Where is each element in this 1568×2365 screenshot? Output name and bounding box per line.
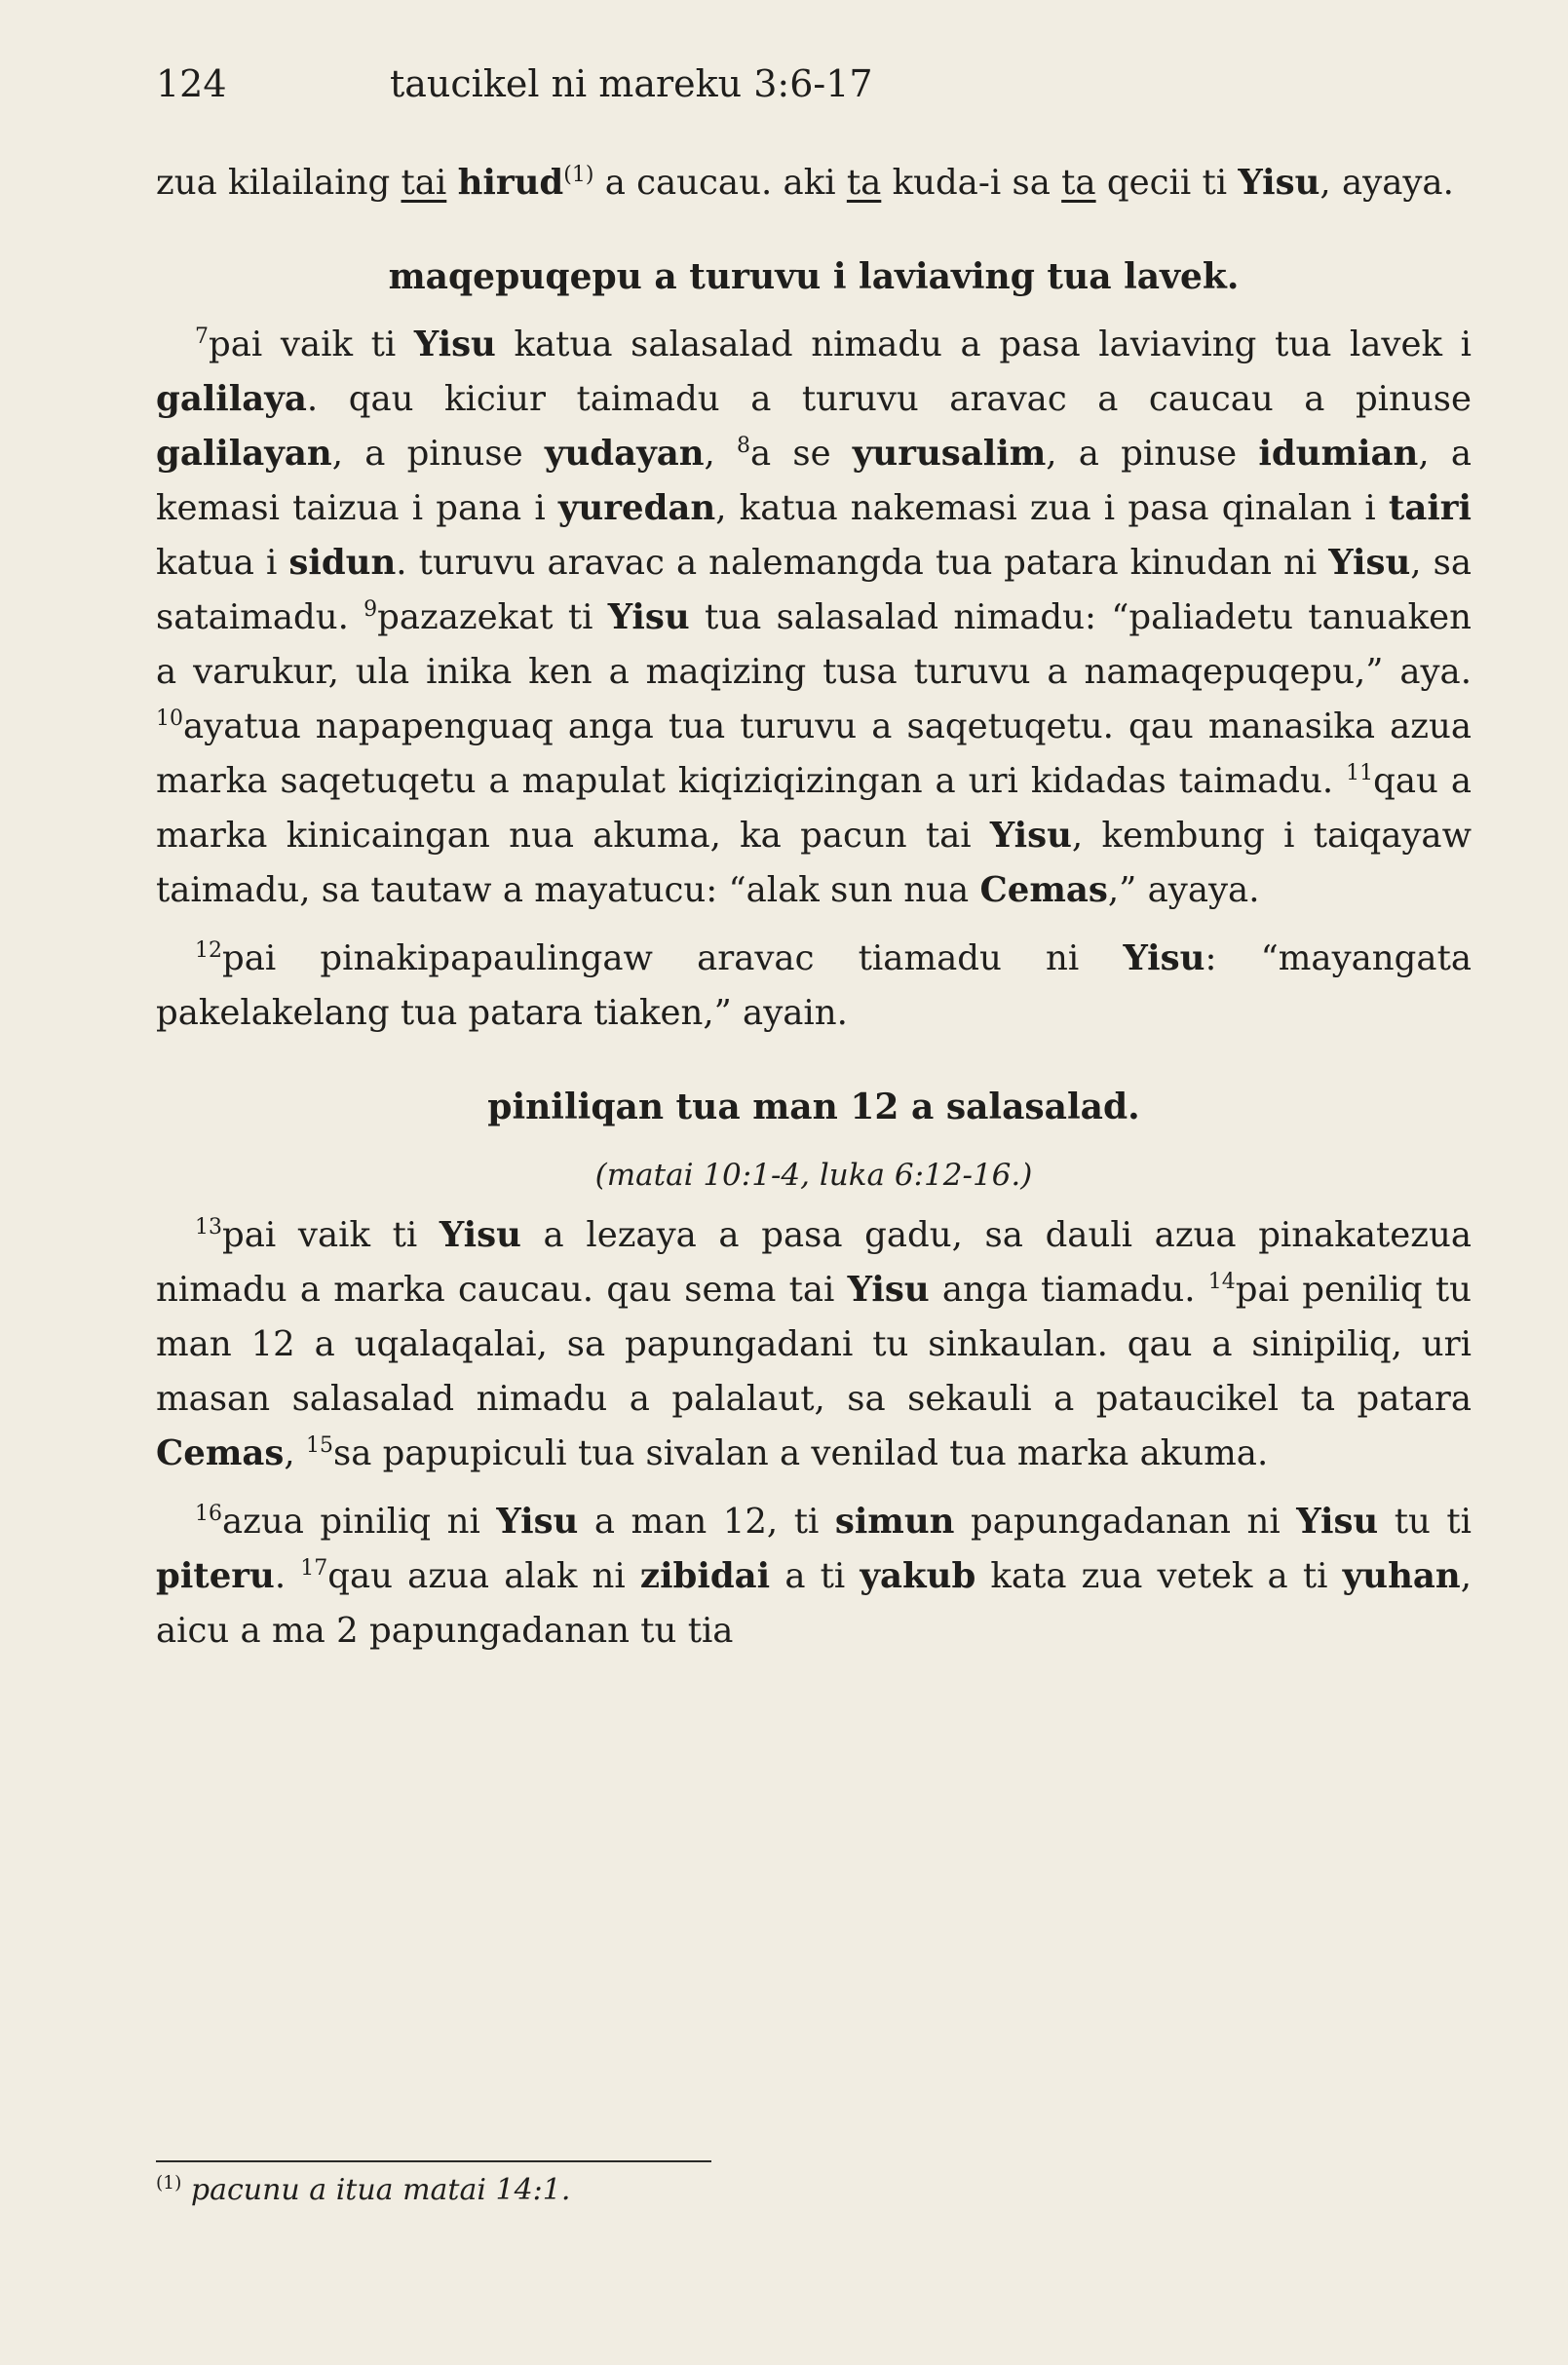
name-yisu: Yisu xyxy=(1238,163,1320,203)
text-run: a ti xyxy=(770,1556,860,1596)
text-run: , xyxy=(704,434,737,474)
text-run: . qau kiciur taimadu a turuvu aravac a caucau a pinuse xyxy=(306,379,1472,419)
text-run: ta xyxy=(846,163,882,203)
name-piteru: piteru xyxy=(156,1556,275,1596)
name-simun: simun xyxy=(834,1502,955,1542)
name-yisu: Yisu xyxy=(1328,543,1411,583)
name-yisu: Yisu xyxy=(496,1502,579,1542)
verse-number: 7 xyxy=(195,324,209,349)
footnote-marker: (1) xyxy=(156,2172,182,2193)
text-run: kuda-i sa xyxy=(881,163,1062,203)
text-run: , a pinuse xyxy=(1046,434,1259,474)
running-header xyxy=(156,60,1442,107)
place-sidun: sidun xyxy=(288,543,397,583)
text-run: a man 12, ti xyxy=(578,1502,835,1542)
verse-number: 15 xyxy=(305,1432,333,1458)
name-yisu: Yisu xyxy=(1123,938,1205,978)
running-title: taucikel ni mareku 3:6-17 xyxy=(390,62,873,105)
footnote-divider xyxy=(156,2160,711,2162)
page-number: 124 xyxy=(156,62,227,105)
text-run: pazazekat ti xyxy=(377,597,608,637)
text-run: anga tiamadu. xyxy=(929,1270,1208,1310)
text-run: . xyxy=(274,1556,301,1596)
text-run: pai peniliq tu man 12 a uqalaqalai, sa papungadani tu sinkaulan. qau a sinipiliq, uri masan salasalad nimadu a palalaut, sa sekauli a pataucikel ta patara xyxy=(156,1270,1472,1419)
name-zibidai: zibidai xyxy=(639,1556,771,1596)
place-yurusalim: yurusalim xyxy=(852,434,1047,474)
text-run: qau azua alak ni xyxy=(327,1556,640,1596)
paragraph-continuation xyxy=(156,156,1472,210)
text-run: a caucau. aki xyxy=(593,163,847,203)
text-run: , sa sataimadu. xyxy=(156,543,1472,637)
text-run: pai vaik ti xyxy=(222,1215,440,1255)
place-yuredan: yuredan xyxy=(557,488,716,528)
footnote-text: pacunu a itua matai 14:1. xyxy=(190,2173,571,2207)
text-run xyxy=(446,163,457,203)
text-run: , a pinuse xyxy=(331,434,545,474)
verse-number: 17 xyxy=(300,1555,328,1581)
paragraph-verses-13-15 xyxy=(156,1208,1472,1481)
text-run: tu ti xyxy=(1378,1502,1472,1542)
text-run: , aicu a ma 2 papungadanan tu tia xyxy=(156,1556,1472,1651)
text-run: katua i xyxy=(156,543,289,583)
place-idumian: idumian xyxy=(1258,434,1419,474)
text-run: ,” ayaya. xyxy=(1107,870,1260,910)
name-yisu: Yisu xyxy=(989,816,1072,856)
verse-number: 16 xyxy=(195,1501,222,1526)
text-run: pai pinakipapaulingaw aravac tiamadu ni xyxy=(222,938,1124,978)
name-yisu: Yisu xyxy=(439,1215,521,1255)
text-run: , a kemasi taizua i pana i xyxy=(156,434,1472,528)
paragraph-verses-16-17 xyxy=(156,1495,1472,1659)
name-yisu: Yisu xyxy=(607,597,690,637)
text-run: pai vaik ti xyxy=(209,324,414,364)
text-run: zua kilailaing xyxy=(156,163,402,203)
paragraph-verses-7-11 xyxy=(156,318,1472,918)
footnote-ref[interactable]: (1) xyxy=(563,162,594,187)
place-galilayan: galilayan xyxy=(156,434,332,474)
footnote xyxy=(156,2171,570,2210)
section-heading-1: maqepuqepu a turuvu i laviaving tua lavek. xyxy=(388,256,1240,297)
place-galilaya: galilaya xyxy=(156,379,307,419)
text-run: katua salasalad nimadu a pasa laviaving tua lavek i xyxy=(495,324,1472,364)
text-run: a se xyxy=(750,434,853,474)
verse-number: 12 xyxy=(195,937,222,963)
text-run: papungadanan ni xyxy=(954,1502,1297,1542)
text-run: azua piniliq ni xyxy=(222,1502,497,1542)
main-text xyxy=(156,156,1472,1659)
name-yisu: Yisu xyxy=(847,1270,930,1310)
text-run: , ayaya. xyxy=(1319,163,1454,203)
name-cemas: Cemas xyxy=(979,870,1108,910)
text-run: tai xyxy=(401,163,447,203)
text-run: sa papupiculi tua sivalan a venilad tua marka akuma. xyxy=(332,1433,1269,1473)
name-yisu: Yisu xyxy=(413,324,496,364)
verse-number: 10 xyxy=(156,706,183,731)
paragraph-verse-12 xyxy=(156,932,1472,1041)
text-run: kata zua vetek a ti xyxy=(975,1556,1343,1596)
text-run: , kembung i taiqayaw taimadu, sa tautaw a mayatucu: “alak sun nua xyxy=(156,816,1472,910)
text-run: . turuvu aravac a nalemangda tua patara kinudan ni xyxy=(396,543,1329,583)
verse-number: 11 xyxy=(1346,760,1374,785)
place-yudayan: yudayan xyxy=(544,434,705,474)
verse-number: 14 xyxy=(1207,1269,1236,1294)
section-heading-2: piniliqan tua man 12 a salasalad. xyxy=(487,1087,1140,1127)
text-run: ayatua napapenguaq anga tua turuvu a saqetuqetu. qau manasika azua marka saqetuqetu a mapulat kiqiziqizingan a uri kidadas taimadu. xyxy=(156,706,1472,801)
name-cemas: Cemas xyxy=(156,1433,285,1473)
name-yisu: Yisu xyxy=(1296,1502,1379,1542)
name-hirud: hirud xyxy=(457,163,564,203)
text-run: , katua nakemasi zua i pasa qinalan i xyxy=(715,488,1389,528)
text-run: : “mayangata pakelakelang tua patara tiaken,” ayain. xyxy=(156,938,1472,1033)
text-run: qau a marka kinicaingan nua akuma, ka pacun tai xyxy=(156,761,1472,856)
name-yuhan: yuhan xyxy=(1342,1556,1461,1596)
place-tairi: tairi xyxy=(1388,488,1472,528)
verse-number: 13 xyxy=(195,1214,222,1240)
text-run: tua salasalad nimadu: “paliadetu tanuaken a varukur, ula inika ken a maqizing tusa turuvu a namaqepuqepu,” aya. xyxy=(156,597,1472,692)
text-run: ta xyxy=(1061,163,1096,203)
verse-number: 8 xyxy=(737,433,750,458)
text-run: , xyxy=(284,1433,306,1473)
text-run: a lezaya a pasa gadu, sa dauli azua pinakatezua nimadu a marka caucau. qau sema tai xyxy=(156,1215,1472,1310)
name-yakub: yakub xyxy=(860,1556,976,1596)
text-run: qecii ti xyxy=(1095,163,1239,203)
verse-number: 9 xyxy=(363,596,378,622)
cross-reference: (matai 10:1-4, luka 6:12-16.) xyxy=(594,1158,1033,1193)
